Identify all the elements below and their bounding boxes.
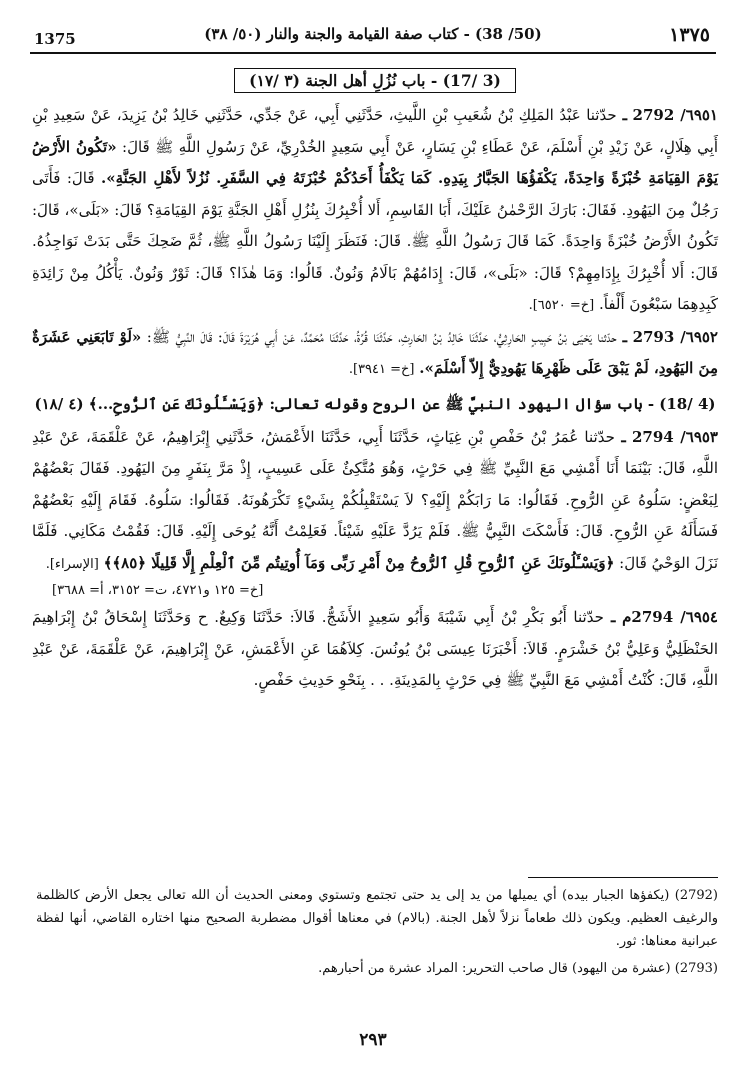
hadith-text: حدّثنا عُمَرُ بْنُ حَفْصِ بْنِ غِيَاثٍ، حَدَّثَنَا أَبِي، حَدَّثَنَا الأَعْمَشُ، حَدَّثَنِي إِبْرَاهِيمُ، عَنْ عَلْقَمَةَ، عَنْ عَبْدِ اللَّهِ، قَالَ: بَيْنَمَا أَنَا أَمْشِي مَعَ النَّبِيِّ ﷺ فِي حَرْثٍ، وَهُوَ مُتَّكِئٌ عَلَى عَسِيبٍ، إِذْ مَرَّ بِنَفَرٍ مِنَ اليَهُودِ. فَقَالَ بَعْضُهُمْ لِبَعْضٍ: سَلُوهُ عَنِ الرُّوحِ. فَقَالُوا: مَا رَابَكُمْ إِلَيْهِ؟ لاَ يَسْتَقْبِلُكُمْ بِشَيْءٍ تَكْرَهُونَهُ. فَقَالُوا: سَلُوهُ. فَقَامَ إِلَيْهِ بَعْضُهُمْ فَسَأَلَهُ عَنِ الرُّوحِ. قَالَ: فَأَسْكَتَ النَّبِيُّ ﷺ. فَلَمْ يَرُدَّ عَلَيْهِ شَيْئاً. فَعَلِمْتُ أَنَّهُ يُوحَى إِلَيْهِ. قَالَ: فَقُمْتُ مَكَانِي. فَلَمَّا نَزَلَ الوَحْيُ قَالَ: [32, 427, 718, 572]
footnote: (2792) (يكفؤها الجبار بيده) أي يميلها من يد إلى يد حتى تجتمع وتستوي ومعنى الحديث أن الله تعالى يجعل الأرض كالظلمة والرغيف العظيم. ويكون ذلك طعاماً نزلاً لأهل الجنة. (بالام) في معناها أقوال مضطربة الصحيح منها اختاره القاضي، أنها لفظة عبرانية معناها: ثور. [36, 888, 718, 949]
hadith-number: ٦٩٥١/ 2792 [632, 106, 718, 124]
hadith-6951: ٦٩٥١/ 2792 ـ حدّثنا عَبْدُ المَلِكِ بْنُ شُعَيبِ بْنِ اللَّيثِ، حَدَّثَنِي أَبِي، عَنْ جَدِّي، حَدَّثَنِي خَالِدُ بْنُ يَزِيدَ، عَنْ سَعِيدِ بْنِ أَبِي هِلَالٍ، عَنْ زَيْدِ بْنِ أَسْلَمَ، عَنْ عَطَاءِ بْنِ يَسَارٍ، عَنْ أَبِي سَعِيدٍ الخُدْرِيِّ، عَنْ رَسُولِ اللَّهِ ﷺ قَالَ: «تَكُونُ الأَرْضُ يَوْمَ القِيَامَةِ خُبْزَةً وَاحِدَةً، يَكْفَؤُهَا الجَبَّارُ بِيَدِهِ. كَمَا يَكْفَأُ أَحَدُكُمْ خُبْزَتَهُ فِي السَّفَرِ. نُزُلاً لأَهْلِ الجَنَّةِ». قَالَ: فَأَتَى رَجُلٌ مِنَ اليَهُودِ. فَقَالَ: بَارَكَ الرَّحْمٰنُ عَلَيْكَ، أَبَا القَاسِمِ، أَلا أُخْبِرُكَ بِنُزُلِ أَهْلِ الجَنَّةِ يَوْمَ القِيَامَةِ؟ قَالَ: «بَلَى»، قَالَ: تَكُونُ الأَرْضُ خُبْزَةً وَاحِدَةً. كَمَا قَالَ رَسُولُ اللَّهِ ﷺ. قَالَ: فَنَظَرَ إِلَيْنَا رَسُولُ اللَّهِ ﷺ، ثُمَّ ضَحِكَ حَتَّى بَدَتْ نَوَاجِذُهُ. قَالَ: أَلا أُخْبِرُكَ بِإِدَامِهِمْ؟ قَالَ: «بَلَى»، قَالَ: إِدَامُهُمْ بَالَامُ وَنُونٌ. قَالُوا: وَمَا هٰذَا؟ قَالَ: ثَوْرٌ وَنُونٌ. يَأْكُلُ مِنْ زَائِدَةِ كَبِدِهِمَا سَبْعُونَ أَلْفاً. [خ= ٦٥٢٠]. [32, 106, 718, 313]
footnotes [36, 884, 718, 984]
hadith-number: ٦٩٥٢/ 2793 [632, 327, 718, 346]
page-number-arabic: ١٣٧٥ [669, 24, 710, 46]
hadith-number: ٦٩٥٣/ 2794 [631, 427, 718, 446]
hadith-6952: ٦٩٥٢/ 2793 ـ حدّثنا يَحْيَى بْنُ حَبِيبٍ الحَارِثِيُّ، حَدَّثَنَا خَالِدُ بْنُ الحَارِثِ، حَدَّثَنَا قُرَّةُ، حَدَّثَنَا مُحَمَّدٌ، عَنْ أَبِي هُرَيْرَةَ قَالَ: قَالَ النَّبِيُّ ﷺ: «لَوْ تَابَعَنِي عَشَرَةٌ مِنَ اليَهُودِ، لَمْ يَبْقَ عَلَى ظَهْرِهَا يَهُودِيٌّ إِلاّ أَسْلَمَ». [خ= ٣٩٤١]. [32, 327, 718, 377]
footer-page-number: ٢٩٣ [359, 1030, 387, 1050]
sura-name: [الإسراء]. [45, 556, 99, 572]
chapter-heading: (4 /18) - باب سؤال اليهود النبيَّ ﷺ عن الروح وقوله تعالى: ﴿وَيَسْـَٔلُونَكَ عَنِ ٱلرُّوحِ...﴾ (٤ /١٨) [34, 394, 716, 413]
hadith-number: ٦٩٥٤/ 2794م [622, 608, 718, 626]
footnote: (2793) (عشرة من اليهود) قال صاحب التحرير: المراد عشرة من أحبارهم. [318, 961, 718, 976]
page-number-latin: 1375 [34, 30, 76, 48]
hadith-bold-text: «لَوْ تَابَعَنِي عَشَرَةٌ مِنَ اليَهُودِ، لَمْ يَبْقَ عَلَى ظَهْرِهَا يَهُودِيٌّ إِلاّ أَسْلَمَ». [32, 327, 718, 377]
hadith-6954: ٦٩٥٤/ 2794م ـ حدّثنا أَبُو بَكْرِ بْنُ أَبِي شَيْبَةَ وَأَبُو سَعِيدٍ الأَشَجُّ. قَالاَ: حَدَّثَنَا وَكِيعٌ. ح وَحَدَّثَنَا إِسْحَاقُ بْنُ إِبْرَاهِيمَ الحَنْظَلِيُّ وَعَلِيُّ بْنُ خَشْرَمٍ. قَالاَ: أَخْبَرَنَا عِيسَى بْنُ يُونُسَ. كِلاَهُمَا عَنِ الأَعْمَشِ، عَنْ إِبْرَاهِيمَ، عَنْ عَلْقَمَةَ، عَنْ عَبْدِ اللَّهِ، قَالَ: كُنْتُ أَمْشِي مَعَ النَّبِيِّ ﷺ فِي حَرْثٍ بِالمَدِينَةِ. . . بِنَحْوِ حَدِيثِ حَفْصٍ. [32, 608, 718, 689]
hadith-reference: [خ= ١٢٥ و٤٧٢١، ت= ٣١٥٢، أ= ٣٦٨٨] [52, 583, 264, 598]
hadith-6953: ٦٩٥٣/ 2794 ـ حدّثنا عُمَرُ بْنُ حَفْصِ بْنِ غِيَاثٍ، حَدَّثَنَا أَبِي، حَدَّثَنَا الأَعْمَشُ، حَدَّثَنِي إِبْرَاهِيمُ، عَنْ عَلْقَمَةَ، عَنْ عَبْدِ اللَّهِ، قَالَ: بَيْنَمَا أَنَا أَمْشِي مَعَ النَّبِيِّ ﷺ فِي حَرْثٍ، وَهُوَ مُتَّكِئٌ عَلَى عَسِيبٍ، إِذْ مَرَّ بِنَفَرٍ مِنَ اليَهُودِ. فَقَالَ بَعْضُهُمْ لِبَعْضٍ: سَلُوهُ عَنِ الرُّوحِ. فَقَالُوا: مَا رَابَكُمْ إِلَيْهِ؟ لاَ يَسْتَقْبِلُكُمْ بِشَيْءٍ تَكْرَهُونَهُ. فَقَالُوا: سَلُوهُ. فَقَامَ إِلَيْهِ بَعْضُهُمْ فَسَأَلَهُ عَنِ الرُّوحِ. قَالَ: فَأَسْكَتَ النَّبِيُّ ﷺ. فَلَمْ يَرُدَّ عَلَيْهِ شَيْئاً. فَعَلِمْتُ أَنَّهُ يُوحَى إِلَيْهِ. قَالَ: فَقُمْتُ مَكَانِي. فَلَمَّا نَزَلَ الوَحْيُ قَالَ: ﴿وَيَسْـَٔلُونَكَ عَنِ ٱلرُّوحِ قُلِ ٱلرُّوحُ مِنْ أَمْرِ رَبِّى وَمَآ أُوتِيتُم مِّنَ ٱلْعِلْمِ إِلَّا قَلِيلًا ﴿٨٥﴾﴾ [الإسراء]. [32, 427, 718, 572]
hadith-reference: [خ= ٣٩٤١]. [348, 362, 415, 377]
hadith-text: حدّثنا أَبُو بَكْرِ بْنُ أَبِي شَيْبَةَ وَأَبُو سَعِيدٍ الأَشَجُّ. قَالاَ: حَدَّثَنَا وَكِيعٌ. ح وَحَدَّثَنَا إِسْحَاقُ بْنُ إِبْرَاهِيمَ الحَنْظَلِيُّ وَعَلِيُّ بْنُ خَشْرَمٍ. قَالاَ: أَخْبَرَنَا عِيسَى بْنُ يُونُسَ. كِلاَهُمَا عَنِ الأَعْمَشِ، عَنْ إِبْرَاهِيمَ، عَنْ عَلْقَمَةَ، عَنْ عَبْدِ اللَّهِ، قَالَ: كُنْتُ أَمْشِي مَعَ النَّبِيِّ ﷺ فِي حَرْثٍ بِالمَدِينَةِ. . . بِنَحْوِ حَدِيثِ حَفْصٍ. [32, 608, 718, 689]
hadith-rest-text: قَالَ: فَأَتَى رَجُلٌ مِنَ اليَهُودِ. فَقَالَ: بَارَكَ الرَّحْمٰنُ عَلَيْكَ، أَبَا القَاسِمِ، أَلا أُخْبِرُكَ بِنُزُلِ أَهْلِ الجَنَّةِ يَوْمَ القِيَامَةِ؟ قَالَ: «بَلَى»، قَالَ: تَكُونُ الأَرْضُ خُبْزَةً وَاحِدَةً. كَمَا قَالَ رَسُولُ اللَّهِ ﷺ. قَالَ: فَنَظَرَ إِلَيْنَا رَسُولُ اللَّهِ ﷺ، ثُمَّ ضَحِكَ حَتَّى بَدَتْ نَوَاجِذُهُ. قَالَ: أَلا أُخْبِرُكَ بِإِدَامِهِمْ؟ قَالَ: «بَلَى»، قَالَ: إِدَامُهُمْ بَالَامُ وَنُونٌ. قَالُوا: وَمَا هٰذَا؟ قَالَ: ثَوْرٌ وَنُونٌ. يَأْكُلُ مِنْ زَائِدَةِ كَبِدِهِمَا سَبْعُونَ أَلْفاً. [32, 169, 718, 313]
footnote-divider [528, 877, 718, 878]
hadith-text: حدّثنا عَبْدُ المَلِكِ بْنُ شُعَيبِ بْنِ اللَّيثِ، حَدَّثَنِي أَبِي، عَنْ جَدِّي، حَدَّثَنِي خَالِدُ بْنُ يَزِيدَ، عَنْ سَعِيدِ بْنِ أَبِي هِلَالٍ، عَنْ زَيْدِ بْنِ أَسْلَمَ، عَنْ عَطَاءِ بْنِ يَسَارٍ، عَنْ أَبِي سَعِيدٍ الخُدْرِيِّ، عَنْ رَسُولِ اللَّهِ ﷺ قَالَ: [32, 106, 718, 156]
main-text [32, 64, 718, 697]
chapter-heading: (3 /17) - باب نُزُلِ أهل الجنة (٣ /١٧) [32, 64, 718, 98]
running-title: (50/ 38) - كتاب صفة القيامة والجنة والنار (٥٠/ ٣٨) [204, 25, 542, 43]
quran-verse: ﴿وَيَسْـَٔلُونَكَ عَنِ ٱلرُّوحِ قُلِ ٱلرُّوحُ مِنْ أَمْرِ رَبِّى وَمَآ أُوتِيتُم مِّنَ ٱلْعِلْمِ إِلَّا قَلِيلًا ﴿٨٥﴾﴾ [103, 553, 615, 572]
hadith-reference: [خ= ٦٥٢٠]. [528, 298, 595, 313]
hadith-bold-text: «تَكُونُ الأَرْضُ يَوْمَ القِيَامَةِ خُبْزَةً وَاحِدَةً، يَكْفَؤُهَا الجَبَّارُ بِيَدِهِ. كَمَا يَكْفَأُ أَحَدُكُمْ خُبْزَتَهُ فِي السَّفَرِ. نُزُلاً لأَهْلِ الجَنَّةِ». [32, 137, 718, 187]
page-header [30, 22, 716, 54]
hadith-text: حدّثنا يَحْيَى بْنُ حَبِيبٍ الحَارِثِيُّ، حَدَّثَنَا خَالِدُ بْنُ الحَارِثِ، حَدَّثَنَا قُرَّةُ، حَدَّثَنَا مُحَمَّدٌ، عَنْ أَبِي هُرَيْرَةَ قَالَ: قَالَ النَّبِيُّ ﷺ: [146, 327, 617, 346]
